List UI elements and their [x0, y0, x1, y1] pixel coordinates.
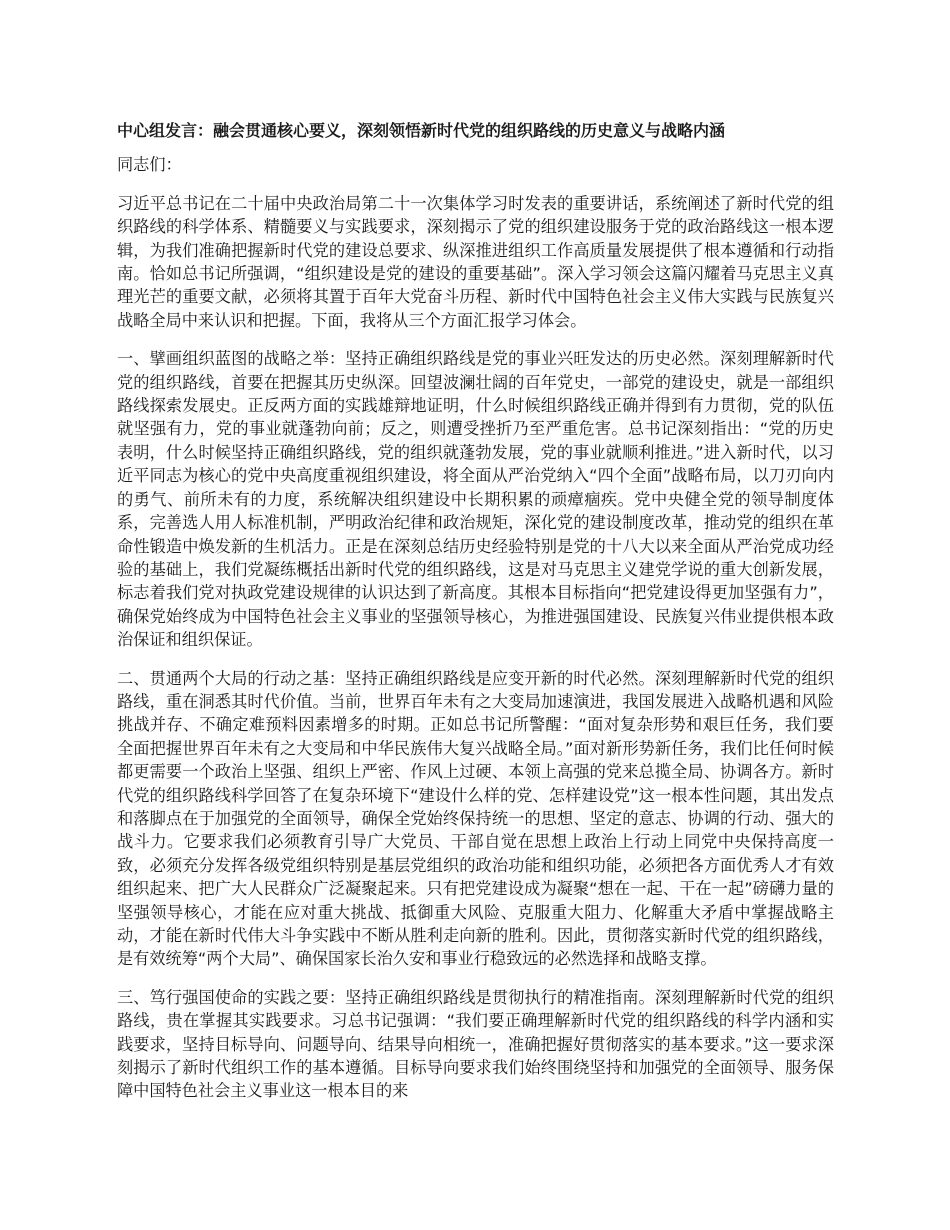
salutation: 同志们： [117, 155, 182, 175]
document-page [117, 119, 834, 1118]
paragraph-section-one: 一、擘画组织蓝图的战略之举：坚持正确组织路线是党的事业兴旺发达的历史必然。深刻理解新时代党的组织路线，首要在把握其历史纵深。回望波澜壮阔的百年党史，一部党的建设史，就是一部组织路线探索发展史。正反两方面的实践雄辩地证明，什么时候组织路线正确并得到有力贯彻，党的队伍就坚强有力，党的事业就蓬勃向前；反之，则遭受挫折乃至严重危害。总书记深刻指出：“党的历史表明，什么时候坚持正确组织路线，党的组织就蓬勃发展，党的事业就顺利推进。”进入新时代，以习近平同志为核心的党中央高度重视组织建设，将全面从严治党纳入“四个全面”战略布局，以刀刃向内的勇气、前所未有的力度，系统解决组织建设中长期积累的顽瘴痼疾。党中央健全党的领导制度体系，完善选人用人标准机制，严明政治纪律和政治规矩，深化党的建设制度改革，推动党的组织在革命性锻造中焕发新的生机活力。正是在深刻总结历史经验特别是党的十八大以来全面从严治党成功经验的基础上，我们党凝练概括出新时代党的组织路线，这是对马克思主义建党学说的重大创新发展，标志着我们党对执政党建设规律的认识达到了新高度。其根本目标指向“把党建设得更加坚强有力”，确保党始终成为中国特色社会主义事业的坚强领导核心，为推进强国建设、民族复兴伟业提供根本政治保证和组织保证。 [117, 349, 834, 650]
paragraph-section-two: 二、贯通两个大局的行动之基：坚持正确组织路线是应变开新的时代必然。深刻理解新时代党的组织路线，重在洞悉其时代价值。当前，世界百年未有之大变局加速演进，我国发展进入战略机遇和风险挑战并存、不确定难预料因素增多的时期。正如总书记所警醒：“面对复杂形势和艰巨任务，我们要全面把握世界百年未有之大变局和中华民族伟大复兴战略全局。”面对新形势新任务，我们比任何时候都更需要一个政治上坚强、组织上严密、作风上过硬、本领上高强的党来总揽全局、协调各方。新时代党的组织路线科学回答了在复杂环境下“建设什么样的党、怎样建设党”这一根本性问题，其出发点和落脚点在于加强党的全面领导，确保全党始终保持统一的思想、坚定的意志、协调的行动、强大的战斗力。它要求我们必须教育引导广大党员、干部自觉在思想上政治上行动上同党中央保持高度一致，必须充分发挥各级党组织特别是基层党组织的政治功能和组织功能，必须把各方面优秀人才有效组织起来、把广大人民群众广泛凝聚起来。只有把党建设成为凝聚“想在一起、干在一起”磅礴力量的坚强领导核心，才能在应对重大挑战、抵御重大风险、克服重大阻力、化解重大矛盾中掌握战略主动，才能在新时代伟大斗争实践中不断从胜利走向新的胜利。因此，贯彻落实新时代党的组织路线，是有效统筹“两个大局”、确保国家长治久安和事业行稳致远的必然选择和战略支撑。 [117, 668, 834, 969]
paragraph-section-three: 三、笃行强国使命的实践之要：坚持正确组织路线是贯彻执行的精准指南。深刻理解新时代党的组织路线，贵在掌握其实践要求。习总书记强调：“我们要正确理解新时代党的组织路线的科学内涵和实践要求，坚持目标导向、问题导向、结果导向相统一，准确把握好贯彻落实的基本要求。”这一要求深刻揭示了新时代组织工作的基本遵循。目标导向要求我们始终围绕坚持和加强党的全面领导、服务保障中国特色社会主义事业这一根本目的来 [117, 987, 834, 1101]
paragraph-intro: 习近平总书记在二十届中央政治局第二十一次集体学习时发表的重要讲话，系统阐述了新时代党的组织路线的科学体系、精髓要义与实践要求，深刻揭示了党的组织建设服务于党的政治路线这一根本逻辑，为我们准确把握新时代党的建设总要求、纵深推进组织工作高质量发展提供了根本遵循和行动指南。恰如总书记所强调，“组织建设是党的建设的重要基础”。深入学习领会这篇闪耀着马克思主义真理光芒的重要文献，必须将其置于百年大党奋斗历程、新时代中国特色社会主义伟大实践与民族复兴战略全局中来认识和把握。下面，我将从三个方面汇报学习体会。 [117, 193, 834, 330]
document-title: 中心组发言：融会贯通核心要义，深刻领悟新时代党的组织路线的历史意义与战略内涵 [117, 121, 726, 140]
